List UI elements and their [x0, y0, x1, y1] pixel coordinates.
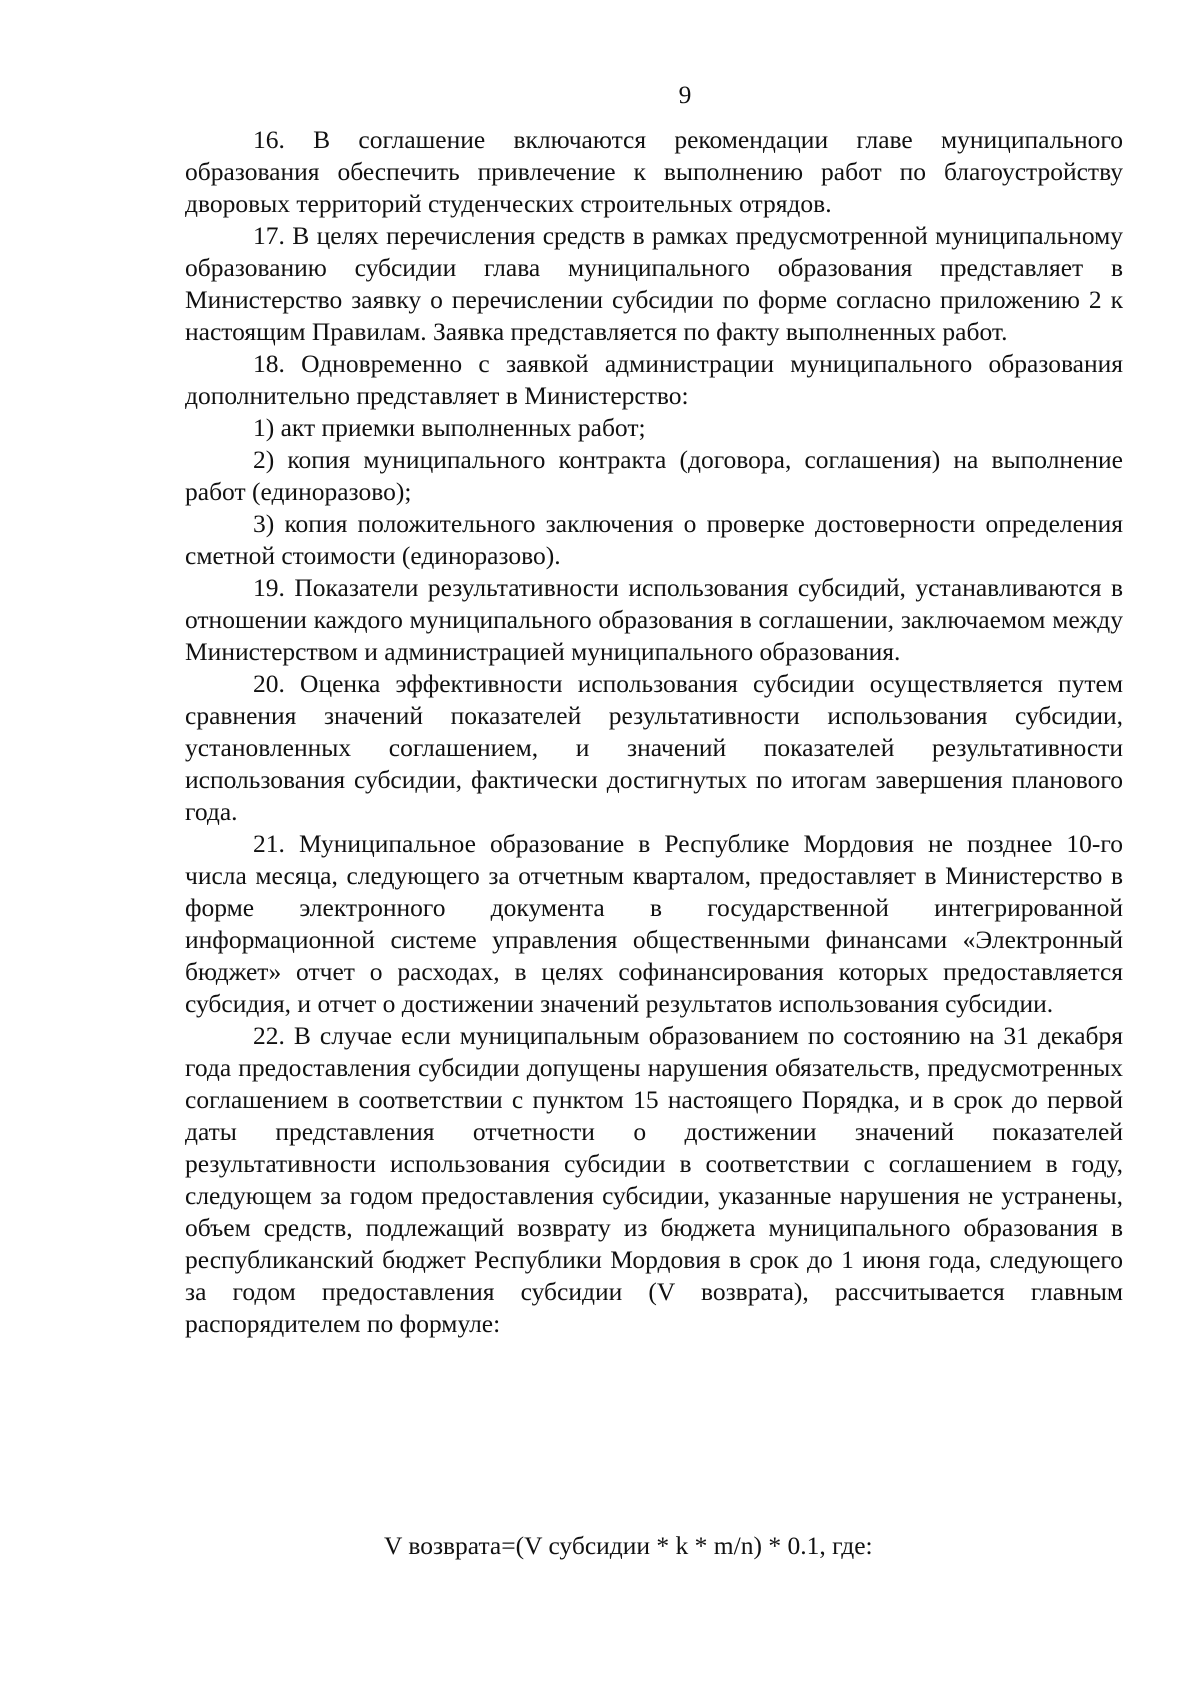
list-item-2: 2) копия муниципального контракта (договора, соглашения) на выполнение работ (единоразово);	[185, 445, 1123, 506]
page-number: 9	[678, 80, 692, 109]
list-item-3: 3) копия положительного заключения о проверке достоверности определения сметной стоимости (единоразово).	[185, 509, 1123, 570]
paragraph-18: 18. Одновременно с заявкой администрации муниципального образования дополнительно представляет в Министерство:	[185, 349, 1123, 410]
paragraph-17: 17. В целях перечисления средств в рамках предусмотренной муниципальному образованию субсидии глава муниципального образования представляет в Министерство заявку о перечислении субсидии по форме согласно приложению 2 к настоящим Правилам. Заявка представляется по факту выполненных работ.	[185, 221, 1123, 346]
paragraph-22: 22. В случае если муниципальным образованием по состоянию на 31 декабря года предоставления субсидии допущены нарушения обязательств, предусмотренных соглашением в соответствии с пунктом 15 настоящего Порядка, и в срок до первой даты представления отчетности о достижении значений показателей результативности использования субсидии в соответствии с соглашением в году, следующем за годом предоставления субсидии, указанные нарушения не устранены, объем средств, подлежащий возврату из бюджета муниципального образования в республиканский бюджет Республики Мордовия в срок до 1 июня года, следующего за годом предоставления субсидии (V возврата), рассчитывается главным распорядителем по формуле:	[185, 1021, 1123, 1338]
list-item-1: 1) акт приемки выполненных работ;	[253, 413, 646, 442]
document-body	[185, 124, 1123, 1340]
paragraph-16: 16. В соглашение включаются рекомендации главе муниципального образования обеспечить привлечение к выполнению работ по благоустройству дворовых территорий студенческих строительных отрядов.	[185, 125, 1123, 218]
paragraph-19: 19. Показатели результативности использования субсидий, устанавливаются в отношении каждого муниципального образования в соглашении, заключаемом между Министерством и администрацией муниципального образования.	[185, 573, 1123, 666]
paragraph-20: 20. Оценка эффективности использования субсидии осуществляется путем сравнения значений показателей результативности использования субсидии, установленных соглашением, и значений показателей результативности использования субсидии, фактически достигнутых по итогам завершения планового года.	[185, 669, 1123, 826]
paragraph-21: 21. Муниципальное образование в Республике Мордовия не позднее 10-го числа месяца, следующего за отчетным кварталом, предоставляет в Министерство в форме электронного документа в государственной интегрированной информационной системе управления общественными финансами «Электронный бюджет» отчет о расходах, в целях софинансирования которых предоставляется субсидия, и отчет о достижении значений результатов использования субсидии.	[185, 829, 1123, 1018]
formula: V возврата=(V субсидии * k * m/n) * 0.1, где:	[384, 1531, 873, 1560]
